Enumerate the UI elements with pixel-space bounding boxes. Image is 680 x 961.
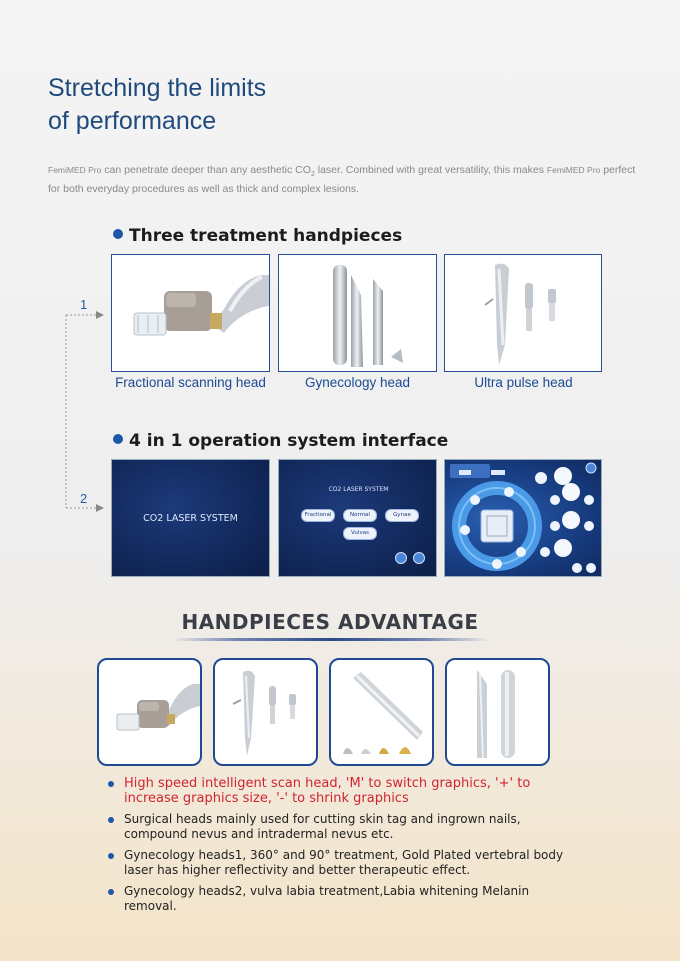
interface-screen-control <box>444 459 602 577</box>
gynecology-head-2-icon <box>447 660 548 764</box>
advantage-photo-scan-head <box>97 658 202 766</box>
section-heading-interface <box>113 431 448 451</box>
mode-button-gynae[interactable]: Gynae <box>385 509 419 522</box>
interface-screen-splash <box>111 459 270 577</box>
surgical-head-icon <box>215 660 316 764</box>
settings-icon[interactable] <box>395 552 407 564</box>
screen-title: CO2 LASER SYSTEM <box>143 513 238 524</box>
handpiece-photo-gynecology <box>278 254 437 372</box>
brand-name-2: FemiMED Pro <box>546 165 601 175</box>
mode-button-fractional[interactable]: Fractional <box>301 509 335 522</box>
caption-fractional: Fractional scanning head <box>115 375 266 390</box>
advantage-title: HANDPIECES ADVANTAGE <box>181 610 479 634</box>
bullet-scan-head: High speed intelligent scan head, 'M' to switch graphics, '+' to increase graphics size, '-' to shrink graphics <box>108 776 578 806</box>
fractional-scanning-head-icon <box>112 255 270 372</box>
interface-screen-mode-select <box>278 459 437 577</box>
intro-paragraph <box>48 163 638 197</box>
info-icon[interactable] <box>413 552 425 564</box>
advantage-photo-gynecology-head-2 <box>445 658 550 766</box>
bullet-dot-icon <box>113 229 123 239</box>
advantage-title-underline <box>172 638 490 641</box>
screen-title: CO2 LASER SYSTEM <box>328 486 389 493</box>
gynecology-head-1-icon <box>331 660 432 764</box>
section-heading-text: Three treatment handpieces <box>129 226 403 246</box>
title-line-2: of performance <box>48 107 217 135</box>
handpiece-photo-fractional <box>111 254 270 372</box>
step-number-2: 2 <box>80 491 88 506</box>
title-line-1: Stretching the limits <box>48 74 267 102</box>
bullet-gynecology-heads-1: Gynecology heads1, 360° and 90° treatment, Gold Plated vertebral body laser has higher reflectivity and better therapeutic effect. <box>108 848 578 878</box>
caption-gynecology: Gynecology head <box>304 375 411 390</box>
scan-head-icon <box>99 660 200 764</box>
control-panel-graphic <box>445 460 602 577</box>
intro-text-2: laser. Combined with great versatility, this makes <box>314 164 547 176</box>
mode-button-normal[interactable]: Normal <box>343 509 377 522</box>
page-title <box>48 72 266 138</box>
section-heading-handpieces <box>113 226 402 246</box>
brand-name: FemiMED Pro <box>48 165 102 175</box>
intro-text-3: perfect for both everyday procedures as well as thick and complex lesions. <box>48 164 636 196</box>
bullet-gynecology-heads-2: Gynecology heads2, vulva labia treatment,Labia whitening Melanin removal. <box>108 884 578 914</box>
advantage-photo-gynecology-head-1 <box>329 658 434 766</box>
bullet-surgical-heads: Surgical heads mainly used for cutting skin tag and ingrown nails, compound nevus and intradermal nevus etc. <box>108 812 578 842</box>
intro-subscript: 2 <box>310 171 315 179</box>
handpiece-photo-ultrapulse <box>444 254 602 372</box>
caption-ultrapulse: Ultra pulse head <box>474 375 573 390</box>
advantage-bullet-list <box>108 776 578 920</box>
mode-button-vulvas[interactable]: Vulvas <box>343 527 377 540</box>
section-heading-text: 4 in 1 operation system interface <box>129 431 449 451</box>
intro-text-1: can penetrate deeper than any aesthetic CO <box>101 164 311 176</box>
gynecology-head-icon <box>279 255 437 372</box>
ultra-pulse-head-icon <box>445 255 602 372</box>
step-connector <box>60 300 110 515</box>
step-number-1: 1 <box>80 297 88 312</box>
bullet-dot-icon <box>113 434 123 444</box>
advantage-photo-surgical-head <box>213 658 318 766</box>
